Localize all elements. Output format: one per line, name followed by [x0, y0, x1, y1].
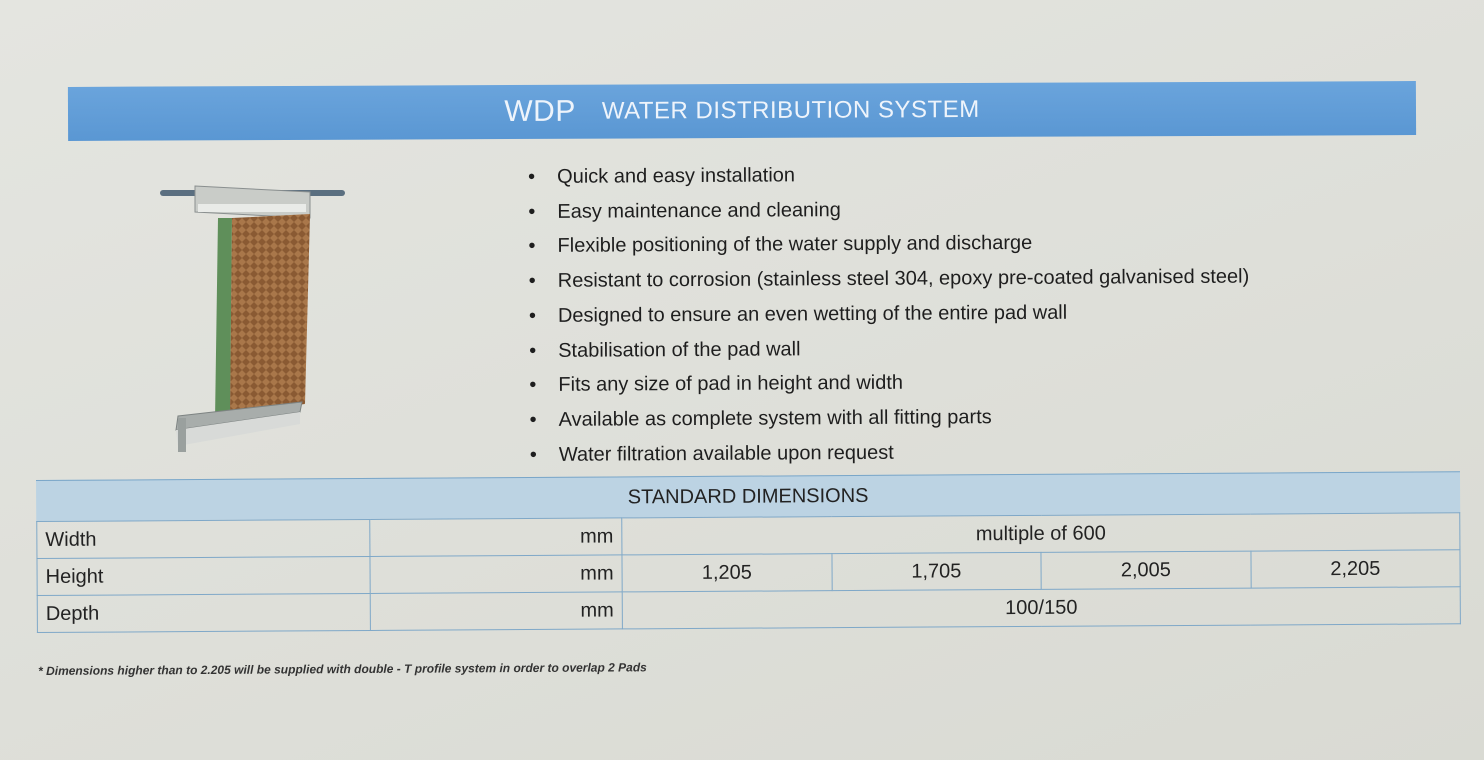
row-label: Depth: [37, 593, 370, 632]
section-title-bar: [68, 81, 1416, 141]
row-unit: mm: [370, 518, 622, 557]
height-value: 2,005: [1041, 551, 1251, 589]
standard-dimensions-table: [36, 471, 1461, 633]
feature-item: • Designed to ensure an even wetting of the entire pad wall: [528, 301, 1068, 327]
product-code: WDP: [504, 94, 576, 129]
row-unit: mm: [370, 592, 622, 631]
feature-item: • Flexible positioning of the water supply and discharge: [528, 232, 1033, 258]
feature-item: • Stabilisation of the pad wall: [529, 337, 801, 362]
pad-wall-illustration: [150, 178, 360, 468]
feature-item: • Water filtration available upon request: [529, 441, 894, 466]
feature-item: • Quick and easy installation: [528, 164, 796, 188]
feature-item: • Available as complete system with all fitting parts: [529, 406, 992, 431]
row-label: Width: [37, 519, 370, 558]
section-title: WATER DISTRIBUTION SYSTEM: [601, 95, 980, 125]
row-label: Height: [37, 556, 370, 595]
footnote: * Dimensions higher than to 2.205 will be supplied with double - T profile system in order to overlap 2 Pads: [38, 660, 647, 678]
feature-item: • Resistant to corrosion (stainless steel 304, epoxy pre-coated galvanised steel): [528, 265, 1250, 293]
depth-value: 100/150: [622, 587, 1460, 629]
feature-item: • Fits any size of pad in height and width: [529, 371, 904, 397]
height-value: 2,205: [1250, 550, 1460, 588]
feature-list: [528, 156, 1250, 473]
dimensions-grid: [36, 512, 1461, 633]
row-unit: mm: [370, 555, 622, 594]
height-value: 1,705: [831, 552, 1041, 590]
table-row-depth: [37, 587, 1460, 633]
table-title: STANDARD DIMENSIONS: [36, 471, 1460, 521]
height-value: 1,205: [622, 554, 832, 592]
feature-item: • Easy maintenance and cleaning: [528, 198, 841, 223]
width-value: multiple of 600: [622, 513, 1460, 555]
